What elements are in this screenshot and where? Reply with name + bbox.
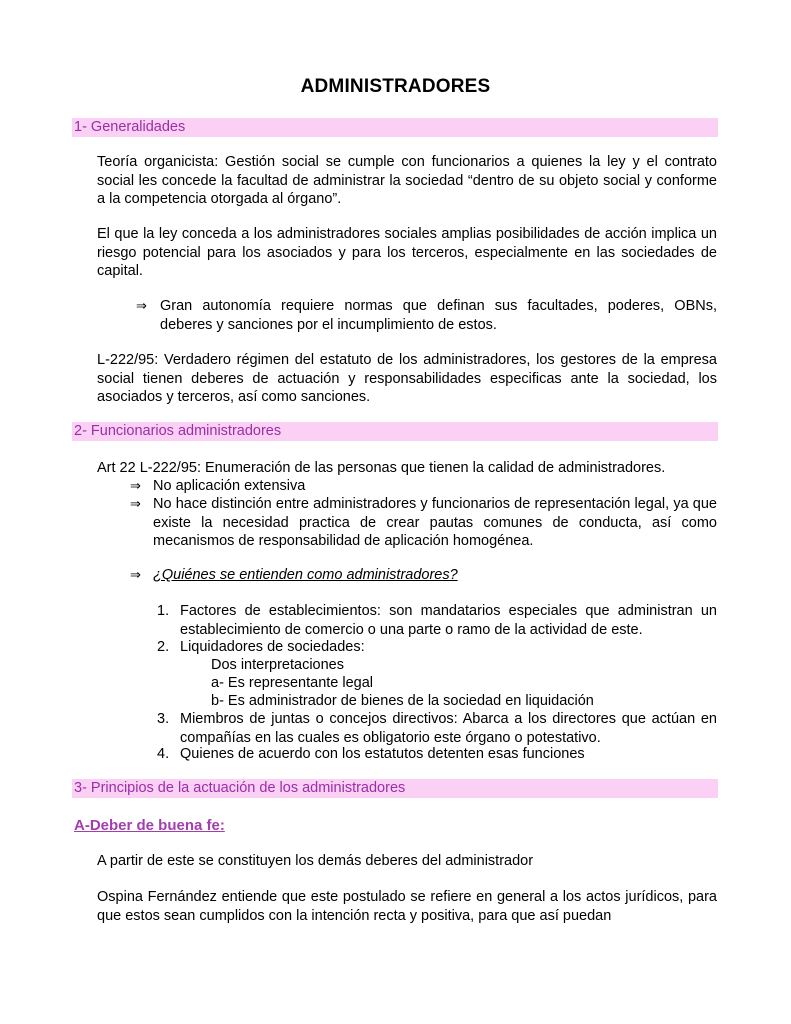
paragraph-a-partir: A partir de este se constituyen los demás deberes del administrador (97, 853, 534, 869)
list-item-estatutos: Quienes de acuerdo con los estatutos detenten esas funciones (180, 746, 585, 762)
sub-item-administrador-bienes: b- Es administrador de bienes de la sociedad en liquidación (211, 693, 594, 709)
paragraph-ospina: Ospina Fernández entiende que este postulado se refiere en general a los actos jurídicos, para que estos sean cumplidos con la intención recta y positiva, para que así puedan (97, 889, 717, 924)
arrow-icon: ⇒ (136, 298, 147, 313)
section-heading-funcionarios: 2- Funcionarios administradores (72, 422, 718, 441)
page-title: ADMINISTRADORES (300, 76, 491, 97)
paragraph-teoria-organicista: Teoría organicista: Gestión social se cumple con funcionarios a quienes la ley y el contrato social les concede la facultad de administrar la sociedad “dentro de su objeto social y conforme a la competencia otorgada al órgano”. (97, 154, 717, 207)
arrow-icon: ⇒ (130, 567, 141, 582)
list-number: 2. (157, 639, 170, 655)
arrow-icon: ⇒ (130, 478, 141, 493)
subheading-buena-fe: A-Deber de buena fe: (74, 817, 225, 834)
list-number: 4. (157, 746, 170, 762)
list-item-factores: Factores de establecimientos: son mandatarios especiales que administran un establecimiento de comercio o una parte o ramo de la actividad de este. (180, 603, 717, 638)
bullet-no-distincion: No hace distinción entre administradores y funcionarios de representación legal, ya que existe la necesidad practica de crear pautas comunes de conducta, así como mecanismos de responsabilidad de aplicación homogénea. (153, 496, 717, 549)
paragraph-l222: L-222/95: Verdadero régimen del estatuto de los administradores, los gestores de la empresa social tienen deberes de actuación y responsabilidades especificas ante la sociedad, los asociados y terceros, así como sanciones. (97, 352, 717, 405)
sub-item-interpretaciones: Dos interpretaciones (211, 657, 344, 673)
list-item-miembros: Miembros de juntas o concejos directivos: Abarca a los directores que actúan en compañías en las cuales es obligatorio este órgano o potestativo. (180, 711, 717, 746)
bullet-autonomia: Gran autonomía requiere normas que definan sus facultades, poderes, OBNs, deberes y sanciones por el incumplimiento de estos. (160, 298, 717, 333)
section-heading-generalidades: 1- Generalidades (72, 118, 718, 137)
arrow-icon: ⇒ (130, 496, 141, 511)
list-number: 1. (157, 603, 170, 619)
sub-item-representante: a- Es representante legal (211, 675, 374, 691)
question-quienes: ¿Quiénes se entienden como administradores? (153, 567, 458, 583)
paragraph-riesgo: El que la ley conceda a los administradores sociales amplias posibilidades de acción implica un riesgo potencial para los asociados y para los terceros, especialmente en las sociedades de capital. (97, 226, 717, 279)
paragraph-art22: Art 22 L-222/95: Enumeración de las personas que tienen la calidad de administradores. (97, 460, 666, 476)
bullet-no-extensiva: No aplicación extensiva (153, 478, 306, 494)
section-heading-principios: 3- Principios de la actuación de los administradores (72, 779, 718, 798)
list-number: 3. (157, 711, 170, 727)
list-item-liquidadores: Liquidadores de sociedades: (180, 639, 365, 655)
